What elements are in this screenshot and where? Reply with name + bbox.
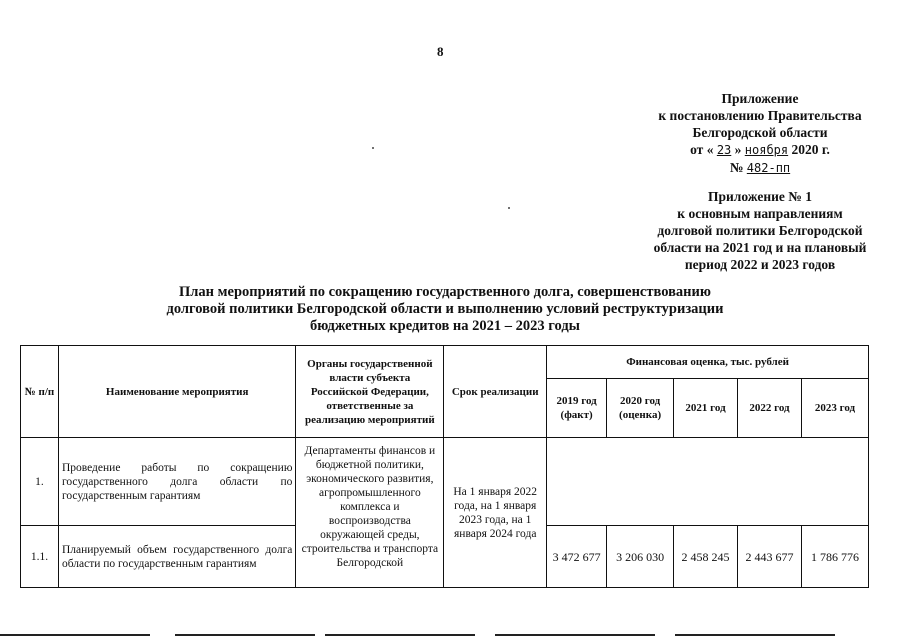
measures-table bbox=[20, 345, 869, 588]
title-line: План мероприятий по сокращению государственного долга, совершенствованию bbox=[179, 284, 711, 300]
responsible-bodies: Департаменты финансов и бюджетной политики, экономического развития, агропромышленного комплекса и воспроизводства окружающей среды, строительства и транспорта Белгородской bbox=[296, 438, 444, 588]
date-prefix: от « bbox=[690, 142, 714, 157]
scan-speck bbox=[372, 147, 374, 149]
row-num: 1.1. bbox=[21, 526, 59, 588]
date-mid: » bbox=[734, 142, 742, 157]
annex-date bbox=[640, 141, 880, 159]
document-title bbox=[150, 284, 740, 335]
header-2021: 2021 год bbox=[674, 379, 738, 438]
value-2019: 3 472 677 bbox=[547, 526, 607, 588]
date-day: 23 bbox=[716, 143, 732, 157]
value-2020: 3 206 030 bbox=[607, 526, 674, 588]
page-number: 8 bbox=[437, 44, 444, 59]
row-finance-empty bbox=[547, 438, 869, 526]
value-2022: 2 443 677 bbox=[738, 526, 802, 588]
scan-edge-line bbox=[175, 634, 315, 636]
number-prefix: № bbox=[729, 160, 744, 175]
annex-1-header bbox=[640, 188, 880, 273]
annex-line: Белгородской области bbox=[692, 125, 828, 140]
value-2023: 1 786 776 bbox=[801, 526, 868, 588]
header-term: Срок реализации bbox=[444, 346, 547, 438]
term: На 1 января 2022 года, на 1 января 2023 года, на 1 января 2024 года bbox=[444, 438, 547, 588]
header-num: № п/п bbox=[21, 346, 59, 438]
header-2023: 2023 год bbox=[801, 379, 868, 438]
scan-edge-line bbox=[325, 634, 475, 636]
header-name: Наименование мероприятия bbox=[58, 346, 295, 438]
header-bodies: Органы государственной власти субъекта Российской Федерации, ответственные за реализацию мероприятий bbox=[296, 346, 444, 438]
annex-number bbox=[640, 159, 880, 177]
value-2021: 2 458 245 bbox=[674, 526, 738, 588]
date-suffix: 2020 г. bbox=[791, 142, 830, 157]
title-line: долговой политики Белгородской области и выполнению условий реструктуризации bbox=[166, 301, 724, 317]
annex-line: к постановлению Правительства bbox=[658, 108, 862, 123]
scan-edge-line bbox=[0, 634, 150, 636]
scan-edge-line bbox=[495, 634, 655, 636]
scan-edge-line bbox=[675, 634, 835, 636]
header-2022: 2022 год bbox=[738, 379, 802, 438]
header-finance: Финансовая оценка, тыс. рублей bbox=[547, 346, 869, 379]
annex2-line: период 2022 и 2023 годов bbox=[684, 257, 836, 272]
date-month: ноября bbox=[744, 143, 789, 157]
scan-speck bbox=[508, 207, 510, 209]
row-name: Проведение работы по сокращению государственного долга области по государственным гарантиям bbox=[58, 438, 295, 526]
table-row bbox=[21, 438, 869, 526]
title-line: бюджетных кредитов на 2021 – 2023 годы bbox=[310, 318, 580, 334]
annex2-line: области на 2021 год и на плановый bbox=[653, 240, 867, 255]
row-num: 1. bbox=[21, 438, 59, 526]
annex2-line: к основным направлениям bbox=[677, 206, 843, 221]
annex2-line: Приложение № 1 bbox=[708, 189, 812, 204]
header-2019: 2019 год (факт) bbox=[547, 379, 607, 438]
annex2-line: долговой политики Белгородской bbox=[657, 223, 863, 238]
annex-header bbox=[640, 90, 880, 177]
number-value: 482-пп bbox=[746, 161, 791, 175]
header-2020: 2020 год (оценка) bbox=[607, 379, 674, 438]
annex-line: Приложение bbox=[721, 91, 799, 106]
row-name: Планируемый объем государственного долга области по государственным гарантиям bbox=[58, 526, 295, 588]
